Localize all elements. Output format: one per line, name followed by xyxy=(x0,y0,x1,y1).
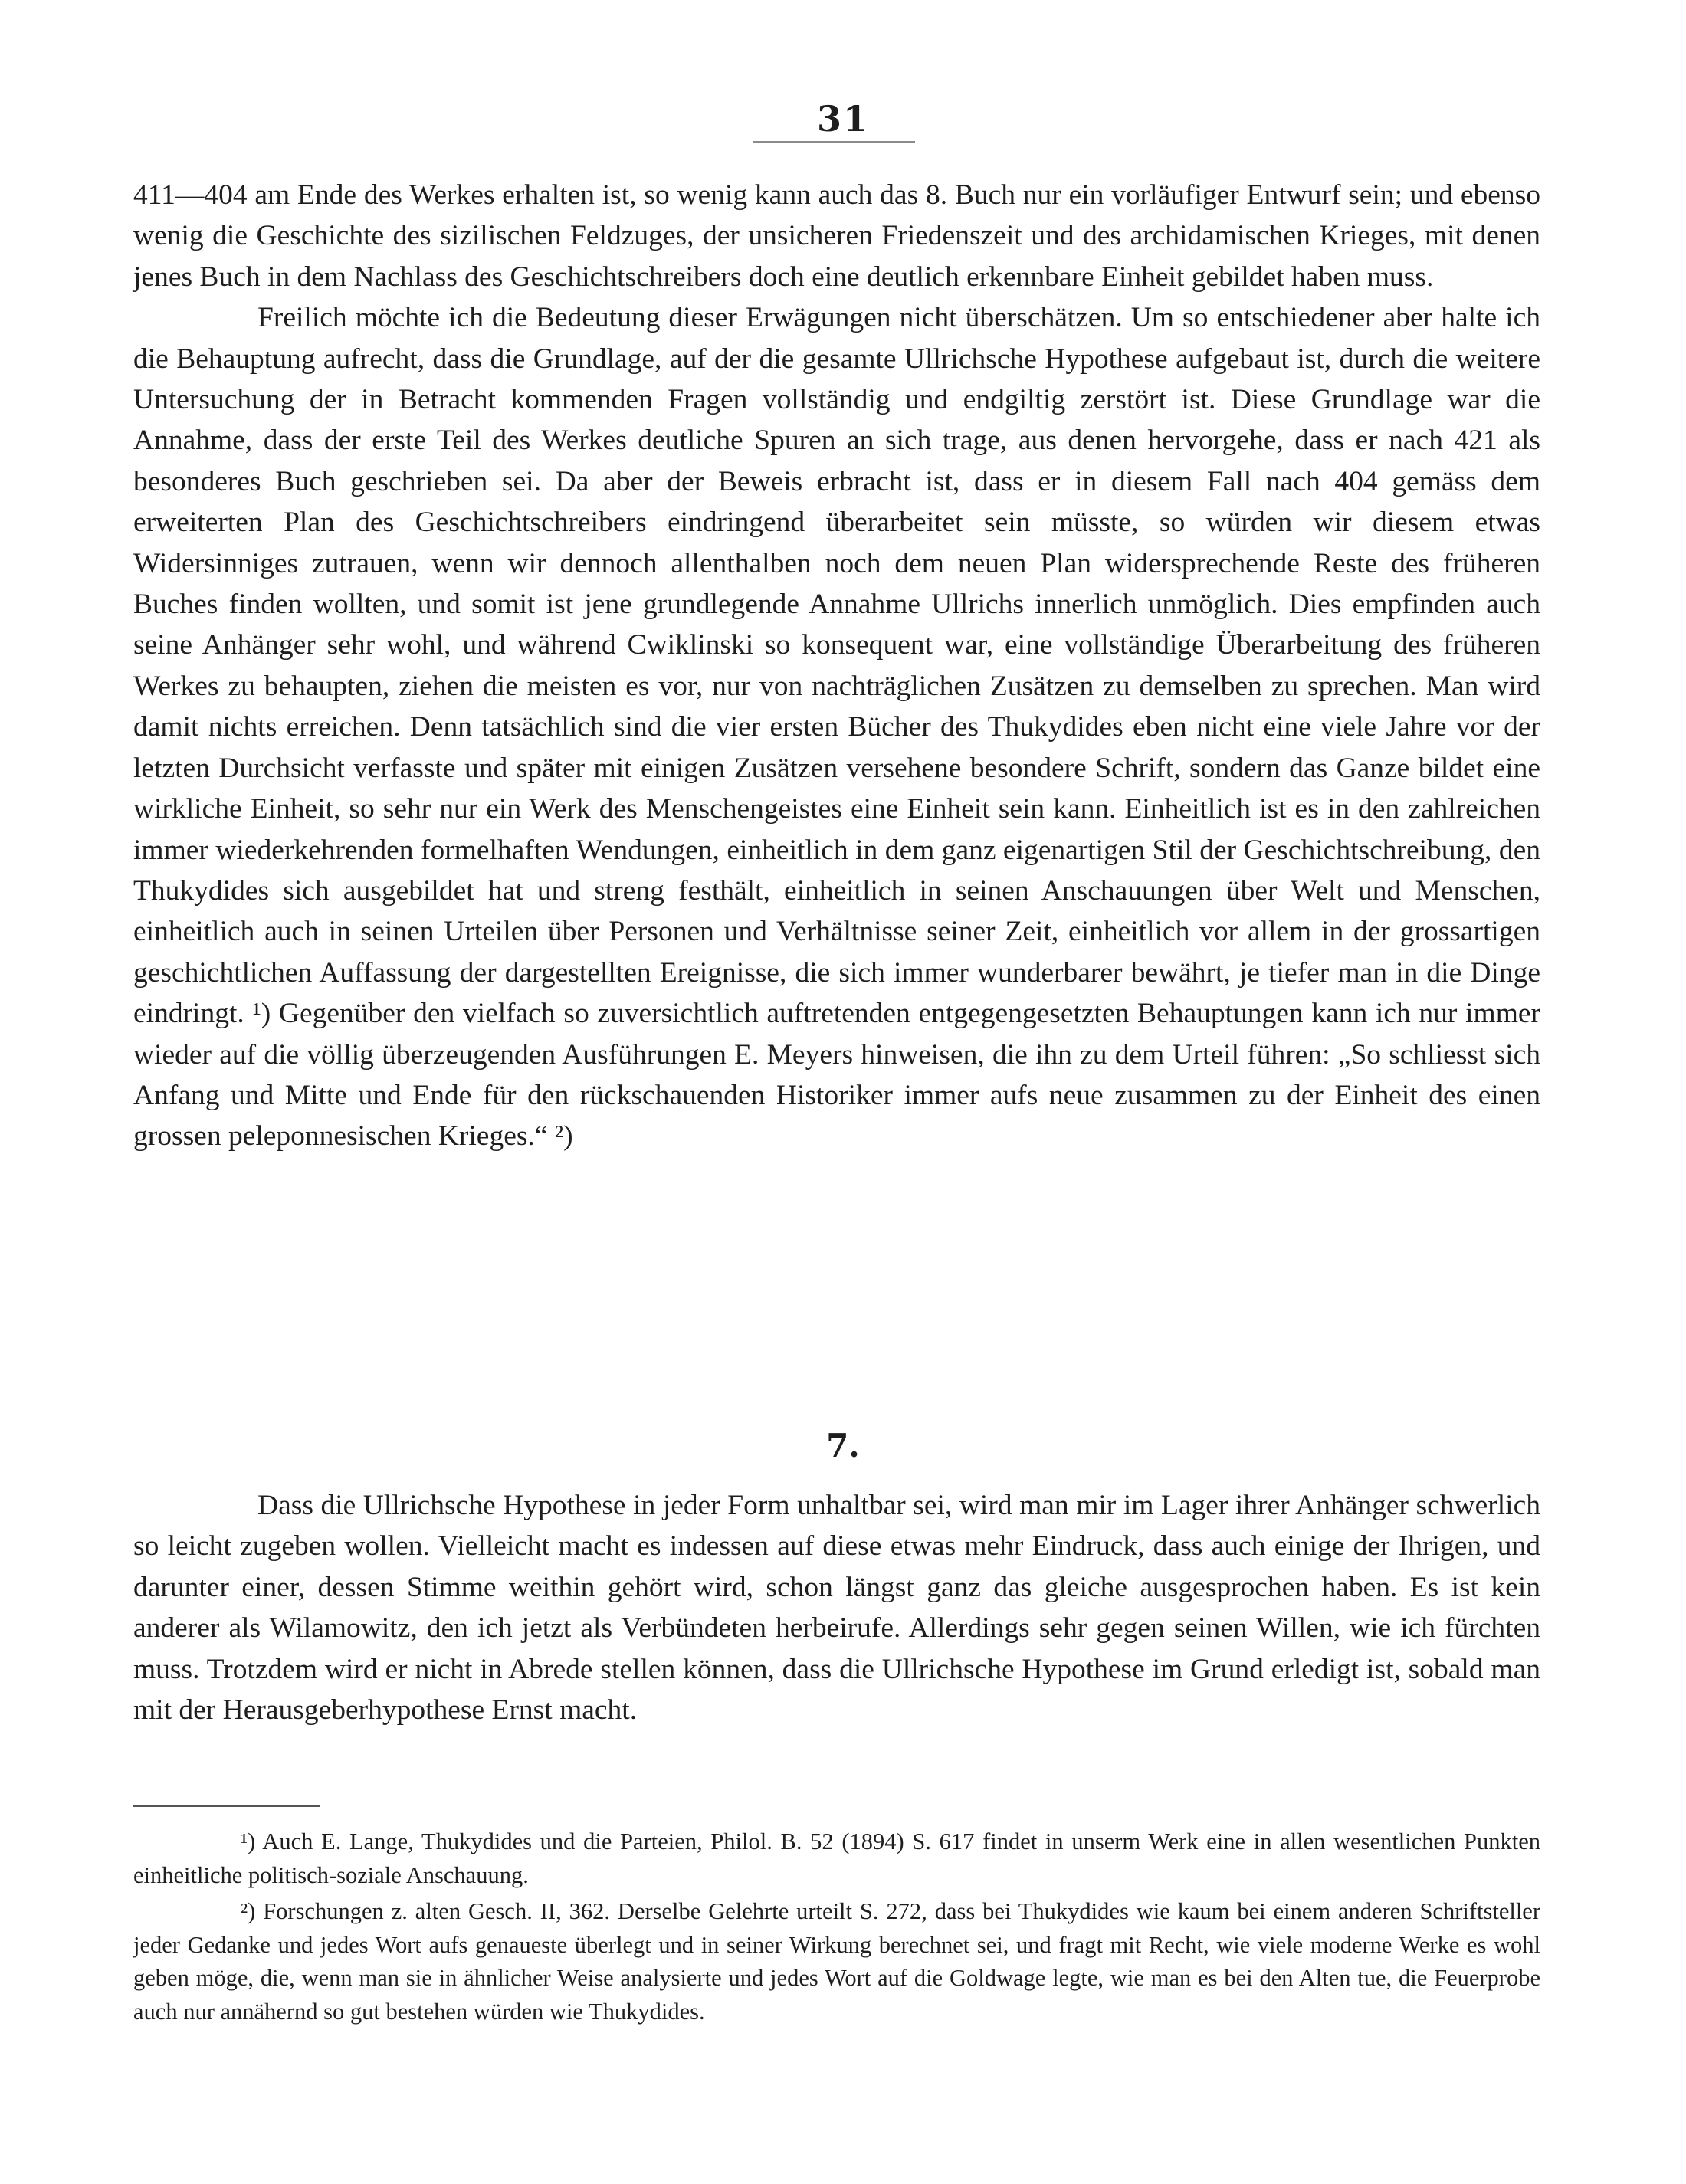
page-number: 31 xyxy=(816,98,869,139)
footnote-2: ²) Forschungen z. alten Gesch. II, 362. Derselbe Gelehrte urteilt S. 272, dass bei Thukydides wie kaum bei einem anderen Schriftsteller jeder Gedanke und jedes Wort aufs genaueste überlegt und in seiner Wirkung berechnet sei, und fragt mit Recht, wie viele moderne Werke es wohl geben möge, die, wenn man sie in ähnlicher Weise analysierte und jedes Wort auf die Goldwage legte, wie man es bei den Alten tue, die Feuerprobe auch nur annähernd so gut bestehen würden wie Thukydides. xyxy=(133,1898,1540,2025)
section-heading: 7. xyxy=(826,1427,860,1464)
section-paragraph: Dass die Ullrichsche Hypothese in jeder Form unhaltbar sei, wird man mir im Lager ihrer Anhänger schwerlich so leicht zugeben wollen. Vielleicht macht es indessen auf diese etwas mehr Eindruck, dass auch einige der Ihrigen, und darunter einer, dessen Stimme weithin gehört wird, schon längst ganz das gleiche ausgesprochen haben. Es ist kein anderer als Wilamowitz, den ich jetzt als Verbündeten herbeirufe. Allerdings sehr gegen seinen Willen, wie ich fürchten muss. Trotzdem wird er nicht in Abrede stellen können, dass die Ullrichsche Hypothese im Grund erledigt ist, sobald man mit der Herausgeberhypothese Ernst macht. xyxy=(133,1490,1540,1727)
section-text xyxy=(133,1485,1540,1730)
paragraph-1: 411—404 am Ende des Werkes erhalten ist, so wenig kann auch das 8. Buch nur ein vorläufiger Entwurf sein; und ebenso wenig die Geschichte des sizilischen Feldzuges, der unsicheren Friedenszeit und des archidamischen Krieges, mit denen jenes Buch in dem Nachlass des Geschichtschreibers doch eine deutlich erkennbare Einheit gebildet haben muss. xyxy=(133,179,1540,293)
footnotes xyxy=(133,1825,1540,2029)
body-text xyxy=(133,175,1540,1157)
footnote-1: ¹) Auch E. Lange, Thukydides und die Parteien, Philol. B. 52 (1894) S. 617 findet in unserm Werk eine in allen wesentlichen Punkten einheitliche politisch-soziale Anschauung. xyxy=(133,1828,1540,1888)
page-number-rule xyxy=(753,141,915,143)
paragraph-2: Freilich möchte ich die Bedeutung dieser Erwägungen nicht überschätzen. Um so entschiedener aber halte ich die Behauptung aufrecht, dass die Grundlage, auf der die gesamte Ullrichsche Hypothese aufgebaut ist, durch die weitere Untersuchung der in Betracht kommenden Fragen vollständig und endgiltig zerstört ist. Diese Grundlage war die Annahme, dass der erste Teil des Werkes deutliche Spuren an sich trage, aus denen hervorgehe, dass er nach 421 als besonderes Buch geschrieben sei. Da aber der Beweis erbracht ist, dass er in diesem Fall nach 404 gemäss dem erweiterten Plan des Geschichtschreibers eindringend überarbeitet sein müsste, so würden wir diesem etwas Widersinniges zutrauen, wenn wir dennoch allenthalben noch dem neuen Plan widersprechende Reste des früheren Buches finden wollten, und somit ist jene grundlegende Annahme Ullrichs innerlich unmöglich. Dies empfinden auch seine Anhänger sehr wohl, und während Cwiklinski so konsequent war, eine vollständige Überarbeitung des früheren Werkes zu behaupten, ziehen die meisten es vor, nur von nachträglichen Zusätzen zu demselben zu sprechen. Man wird damit nichts erreichen. Denn tatsächlich sind die vier ersten Bücher des Thukydides eben nicht eine viele Jahre vor der letzten Durchsicht verfasste und später mit einigen Zusätzen versehene besondere Schrift, sondern das Ganze bildet eine wirkliche Einheit, so sehr nur ein Werk des Menschengeistes eine Einheit sein kann. Einheitlich ist es in den zahlreichen immer wiederkehrenden formelhaften Wendungen, einheitlich in dem ganz eigenartigen Stil der Geschichtschreibung, den Thukydides sich ausgebildet hat und streng festhält, einheitlich in seinen Anschauungen über Welt und Menschen, einheitlich auch in seinen Urteilen über Personen und Verhältnisse seiner Zeit, einheitlich vor allem in der grossartigen geschichtlichen Auffassung der dargestellten Ereignisse, die sich immer wunderbarer bewährt, je tiefer man in die Dinge eindringt. ¹) Gegenüber den vielfach so zuversichtlich auftretenden entgegengesetzten Behauptungen kann ich nur immer wieder auf die völlig überzeugenden Ausführungen E. Meyers hinweisen, die ihn zu dem Urteil führen: „So schliesst sich Anfang und Mitte und Ende für den rückschauenden Historiker immer aufs neue zusammen zu der Einheit des einen grossen peleponnesischen Krieges.“ ²) xyxy=(133,302,1540,1153)
footnote-rule xyxy=(133,1805,320,1807)
